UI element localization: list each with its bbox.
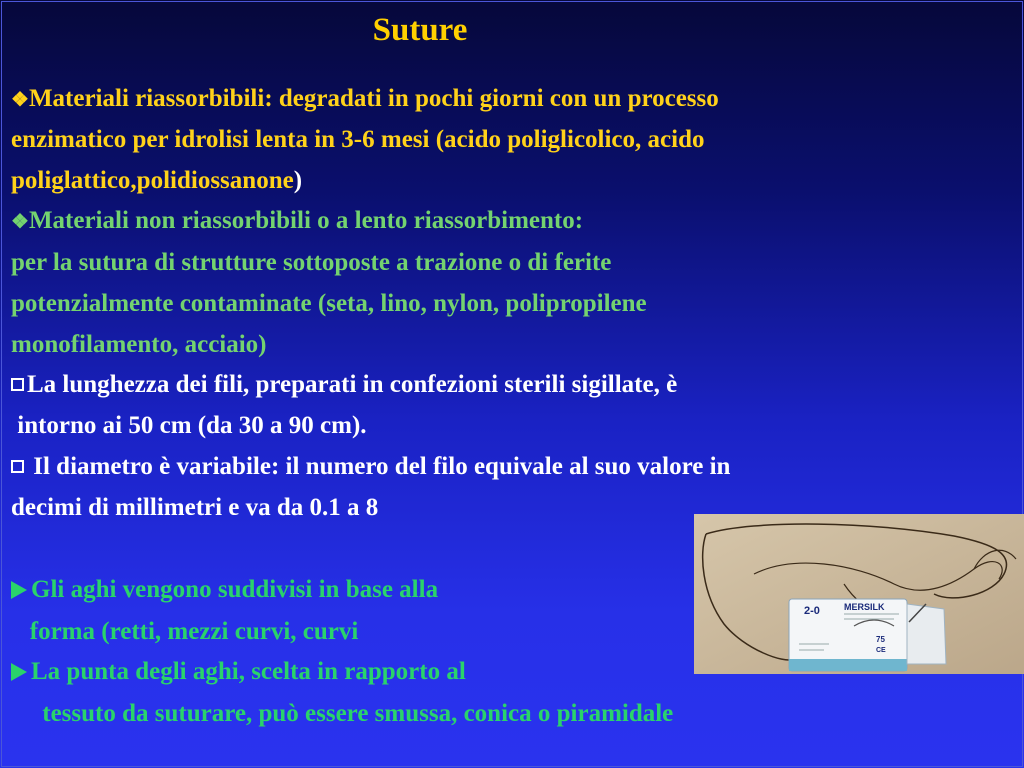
bullet-line-5: per la sutura di strutture sottoposte a trazione o di ferite bbox=[11, 249, 612, 276]
suture-size-label: 2-0 bbox=[804, 605, 820, 617]
bullet-line-8: La lunghezza dei fili, preparati in confezioni sterili sigillate, è bbox=[11, 370, 677, 400]
bullet-line-12: Gli aghi vengono suddivisi in base alla bbox=[11, 575, 438, 605]
slide-title: Suture bbox=[372, 12, 468, 48]
ce-mark-label: CE bbox=[876, 647, 886, 654]
arrow-bullet-icon bbox=[11, 663, 27, 681]
arrow-bullet-icon bbox=[11, 581, 27, 599]
bullet-line-11: decimi di millimetri e va da 0.1 a 8 bbox=[11, 494, 379, 521]
bullet-line-1: ❖Materiali riassorbibili: degradati in pochi giorni con un processo bbox=[11, 85, 719, 112]
bullet-line-9: intorno ai 50 cm (da 30 a 90 cm). bbox=[11, 412, 367, 439]
bullet-line-14: La punta degli aghi, scelta in rapporto al bbox=[11, 657, 466, 687]
bullet-line-15: tessuto da suturare, può essere smussa, conica o piramidale bbox=[11, 700, 674, 727]
suture-package-photo bbox=[694, 514, 1024, 674]
bullet-line-2: enzimatico per idrolisi lenta in 3-6 mesi (acido poliglicolico, acido bbox=[11, 126, 705, 153]
bullet-line-13: forma (retti, mezzi curvi, curvi bbox=[11, 618, 359, 645]
diamond-bullet-icon: ❖ bbox=[11, 211, 29, 233]
suture-length-label: 75 bbox=[876, 635, 885, 644]
diamond-bullet-icon: ❖ bbox=[11, 89, 29, 111]
suture-thread-image bbox=[694, 514, 1024, 674]
bullet-line-6: potenzialmente contaminate (seta, lino, nylon, polipropilene bbox=[11, 290, 647, 317]
suture-brand-label: MERSILK bbox=[844, 602, 885, 612]
bullet-line-10: Il diametro è variabile: il numero del filo equivale al suo valore in bbox=[11, 452, 730, 482]
bullet-line-3: poliglattico,polidiossanone) bbox=[11, 167, 303, 194]
bullet-line-4: ❖Materiali non riassorbibili o a lento riassorbimento: bbox=[11, 207, 584, 234]
square-bullet-icon bbox=[11, 460, 24, 473]
bullet-line-7: monofilamento, acciaio) bbox=[11, 331, 267, 358]
square-bullet-icon bbox=[11, 378, 24, 391]
